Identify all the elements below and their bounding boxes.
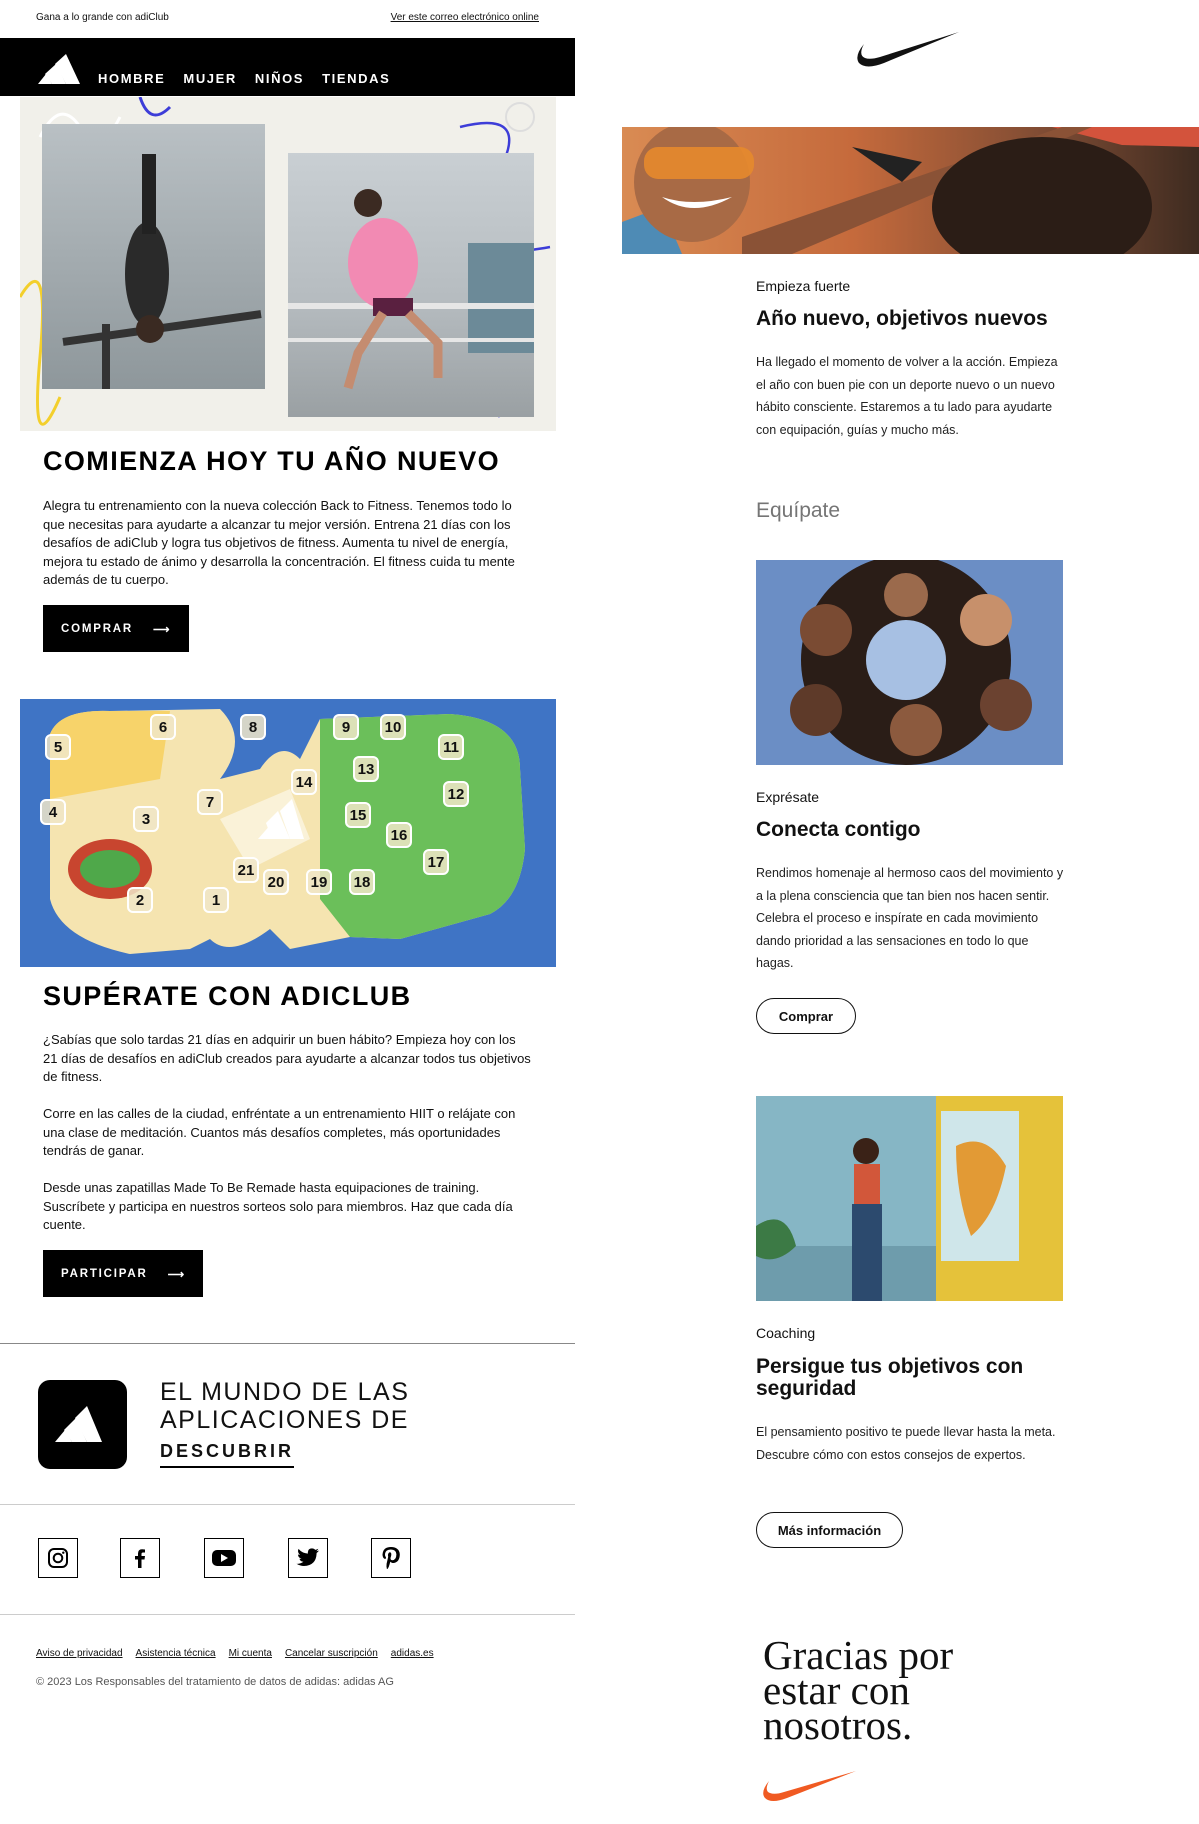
section2-p3: Desde unas zapatillas Made To Be Remade hasta equipaciones de training. Suscríbete y participa en nuestros sorteos solo para miembros. Haz que cada día cuente. — [43, 1180, 513, 1233]
map-illustration — [20, 699, 556, 967]
footer-links — [36, 1648, 434, 1659]
map-marker[interactable]: 5 — [45, 734, 71, 760]
map-marker[interactable]: 17 — [423, 849, 449, 875]
privacy-link[interactable]: Aviso de privacidad — [36, 1648, 123, 1659]
facebook-icon[interactable] — [120, 1538, 160, 1578]
title-persigue: Persigue tus objetivos con seguridad — [756, 1355, 1024, 1400]
top-bar — [36, 12, 539, 23]
map-marker[interactable]: 19 — [306, 869, 332, 895]
adidas-logo[interactable] — [36, 50, 88, 84]
map-marker[interactable]: 15 — [345, 802, 371, 828]
map-marker[interactable]: 8 — [240, 714, 266, 740]
map-marker[interactable]: 21 — [233, 857, 259, 883]
pinterest-icon[interactable] — [371, 1538, 411, 1578]
section2-heading: SUPÉRATE CON ADICLUB — [43, 981, 412, 1011]
mas-informacion-button[interactable]: Más información — [756, 1512, 903, 1548]
comprar-button-label: COMPRAR — [61, 622, 134, 635]
adidas-logo-icon — [38, 1380, 127, 1469]
support-link[interactable]: Asistencia técnica — [135, 1648, 216, 1659]
nav-item-hombre[interactable]: HOMBRE — [98, 71, 166, 86]
coaching-illustration[interactable] — [756, 1096, 1063, 1301]
map-marker[interactable]: 9 — [333, 714, 359, 740]
arrow-right-icon: ⟶ — [167, 1268, 186, 1281]
twitter-icon[interactable] — [288, 1538, 328, 1578]
body-ano-nuevo: Ha llegado el momento de volver a la acción. Empieza el año con buen pie con un deporte nuevo o un nuevo hábito consciente. Estaremos a tu lado para ayudarte con equipación, guías y mucho más. — [756, 355, 1058, 437]
map-marker[interactable]: 6 — [150, 714, 176, 740]
map-marker[interactable]: 12 — [443, 781, 469, 807]
divider — [0, 1343, 575, 1344]
arrow-right-icon: ⟶ — [153, 623, 172, 636]
title-conecta: Conecta contigo — [756, 818, 921, 841]
instagram-icon[interactable] — [38, 1538, 78, 1578]
nike-swoosh-logo[interactable] — [856, 30, 960, 70]
map-marker[interactable]: 20 — [263, 869, 289, 895]
nav-item-mujer[interactable]: MUJER — [183, 71, 237, 86]
photo-athlete-bars — [42, 124, 265, 389]
section2-p2: Corre en las calles de la ciudad, enfréntate a un entrenamiento HIIT o relájate con una clase de meditación. Cuantos más desafíos completes, más oportunidades tendrás de ganar. — [43, 1106, 516, 1159]
title-ano-nuevo: Año nuevo, objetivos nuevos — [756, 307, 1048, 330]
view-online-link[interactable]: Ver este correo electrónico online — [390, 12, 539, 23]
map-marker[interactable]: 16 — [386, 822, 412, 848]
participar-button[interactable] — [43, 1250, 203, 1297]
unsubscribe-link[interactable]: Cancelar suscripción — [284, 1648, 378, 1659]
kicker-empieza: Empieza fuerte — [756, 278, 851, 294]
divider — [0, 1614, 575, 1615]
group-photo[interactable] — [756, 560, 1063, 765]
youtube-icon[interactable] — [204, 1538, 244, 1578]
map-marker[interactable]: 11 — [438, 734, 464, 760]
comprar-button[interactable]: Comprar — [756, 998, 856, 1034]
nike-swoosh-orange-logo[interactable] — [762, 1769, 857, 1804]
nav-bar — [0, 38, 575, 96]
app-promo-text — [160, 1378, 409, 1434]
adiclub-map-image[interactable] — [20, 699, 556, 967]
nav-item-tiendas[interactable]: TIENDAS — [322, 71, 391, 86]
copyright: © 2023 Los Responsables del tratamiento de datos de adidas: adidas AG — [36, 1676, 394, 1688]
section1-body: Alegra tu entrenamiento con la nueva colección Back to Fitness. Tenemos todo lo que necesitas para ayudarte a alcanzar tu mejor versión. Entrena 21 días con los desafíos de adiClub y logra tus objetivos de fitness. Aumenta tu nivel de energía, mejora tu estado de ánimo y desarrolla la concentración. El fitness cuida tu mente además de tu cuerpo. — [43, 498, 515, 588]
map-marker[interactable]: 14 — [291, 769, 317, 795]
equipate-heading: Equípate — [756, 499, 841, 522]
map-marker[interactable]: 4 — [40, 799, 66, 825]
body-conecta: Rendimos homenaje al hermoso caos del movimiento y a la plena consciencia que tan bien nos hacen sentir. Celebra el proceso e inspírate en cada movimiento dando prioridad a las sensaciones en todo lo que hagas. — [756, 866, 1064, 970]
kicker-expresate: Exprésate — [756, 789, 820, 805]
adidas-email — [0, 0, 575, 1824]
map-marker[interactable]: 2 — [127, 887, 153, 913]
nav-item-ninos[interactable]: NIÑOS — [254, 71, 305, 86]
participar-button-label: PARTICIPAR — [61, 1267, 148, 1280]
app-promo-line2: APLICACIONES DE — [160, 1406, 409, 1434]
hero-image[interactable] — [20, 97, 556, 431]
adidas-es-link[interactable]: adidas.es — [390, 1648, 434, 1659]
map-marker[interactable]: 7 — [197, 789, 223, 815]
comprar-button[interactable] — [43, 605, 189, 652]
map-marker[interactable]: 3 — [133, 806, 159, 832]
hero-banner-photo[interactable] — [622, 127, 1199, 254]
body-persigue: El pensamiento positivo te puede llevar hasta la meta. Descubre cómo con estos consejos de expertos. — [756, 1425, 1056, 1462]
divider — [0, 1504, 575, 1505]
section2-p1: ¿Sabías que solo tardas 21 días en adquirir un buen hábito? Empieza hoy con los 21 días de desafíos en adiClub creados para ayudarte a alcanzar todos tus objetivos de fitness. — [43, 1032, 531, 1085]
descubrir-link[interactable]: DESCUBRIR — [160, 1441, 294, 1468]
account-link[interactable]: Mi cuenta — [228, 1648, 272, 1659]
nike-email — [622, 0, 1199, 1824]
map-marker[interactable]: 18 — [349, 869, 375, 895]
photo-runner — [288, 153, 534, 417]
promo-text: Gana a lo grande con adiClub — [36, 12, 169, 23]
section1-heading: COMIENZA HOY TU AÑO NUEVO — [43, 446, 501, 476]
map-marker[interactable]: 13 — [353, 756, 379, 782]
kicker-coaching: Coaching — [756, 1325, 816, 1341]
map-marker[interactable]: 10 — [380, 714, 406, 740]
thanks-message: Gracias por estar con nosotros. — [763, 1632, 954, 1748]
map-marker[interactable]: 1 — [203, 887, 229, 913]
adidas-app-icon[interactable] — [38, 1380, 127, 1469]
app-promo-line1: EL MUNDO DE LAS — [160, 1378, 410, 1406]
